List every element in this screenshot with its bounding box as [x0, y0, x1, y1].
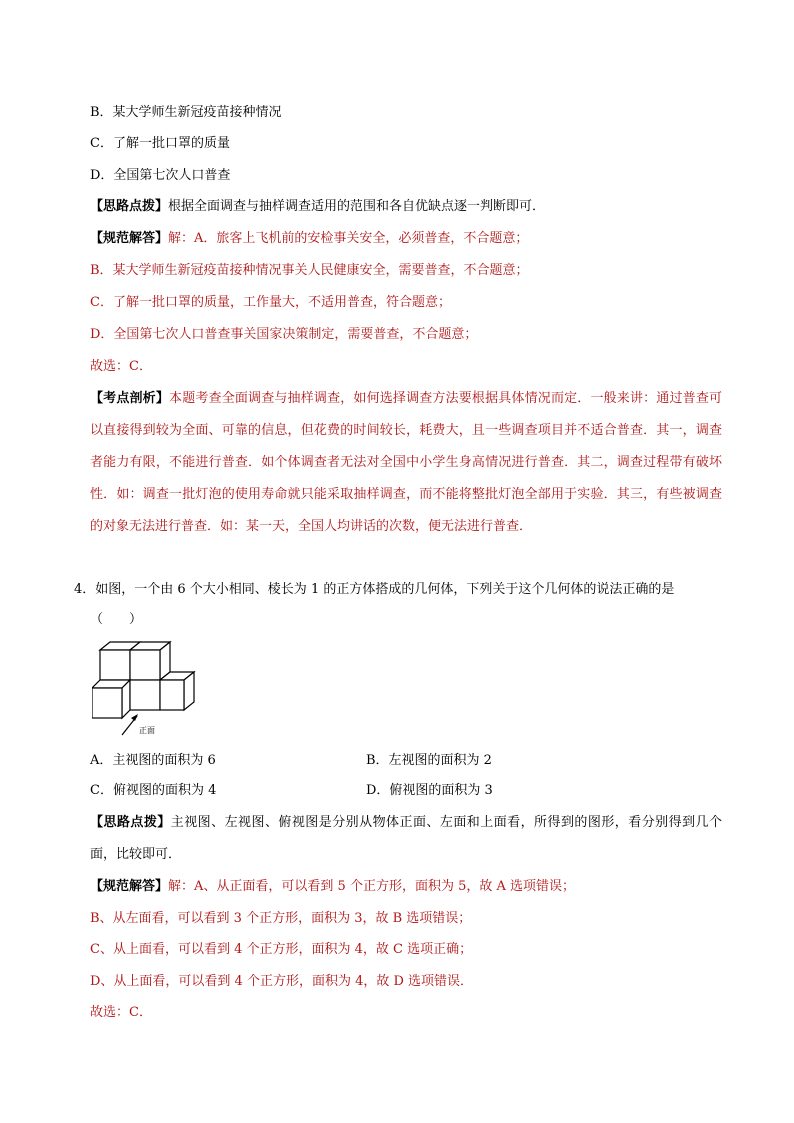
answer-prefix: 解： — [168, 879, 195, 894]
q4-choice: 故选：C． — [90, 1005, 152, 1020]
q4-answer-line1 — [90, 878, 575, 896]
q3-answer-line3: C．了解一批口罩的质量，工作量大，不适用普查，符合题意； — [90, 295, 451, 310]
hint-tag: 【思路点拨】 — [90, 815, 171, 830]
answer-text: A、从正面看，可以看到 5 个正方形，面积为 5，故 A 选项错误； — [194, 879, 576, 894]
cube-stack — [92, 642, 194, 718]
q3-choice: 故选：C． — [90, 359, 152, 374]
q4-answer-line4: D、从上面看，可以看到 4 个正方形，面积为 4，故 D 选项错误． — [90, 974, 474, 989]
q3-answer-line4: D．全国第七次人口普查事关国家决策制定，需要普查，不合题意； — [90, 327, 478, 342]
q3-option-d: D．全国第七次人口普查 — [90, 168, 231, 183]
front-arrow — [122, 714, 138, 735]
q3-option-b: B．某大学师生新冠疫苗接种情况 — [90, 105, 282, 120]
q3-hint — [90, 198, 545, 216]
q4-paren: （ ） — [90, 612, 143, 627]
q3-answer-line1 — [90, 230, 528, 248]
answer-text: A．旅客上飞机前的安检事关安全，必须普查，不合题意； — [194, 231, 529, 246]
q4-answer-line2: B、从左面看，可以看到 3 个正方形，面积为 3，故 B 选项错误； — [90, 911, 472, 926]
cube-figure — [92, 640, 202, 738]
q4-option-a: A．主视图的面积为 6 — [90, 753, 216, 768]
analysis-text: 本题考查全面调查与抽样调查，如何选择调查方法要根据具体情况而定．一般来讲：通过普查可以直接得到较为全面、可靠的信息，但花费的时间较长，耗费大，且一些调查项目并不适合普查．其一，调查者能力有限，不能进行普查．如个体调查者无法对全国中小学生身高情况进行普查．其二，调查过程带有破坏性．如：调查一批灯泡的使用寿命就只能采取抽样调查，而不能将整批灯泡全部用于实验．其三，有些被调查的对象无法进行普查．如：某一天，全国人均讲话的次数，便无法进行普查． — [90, 391, 722, 534]
q4-hint — [90, 807, 722, 871]
analysis-tag: 【考点剖析】 — [90, 391, 170, 406]
q4-option-d: D．俯视图的面积为 3 — [366, 783, 493, 798]
q3-answer-line2: B．某大学师生新冠疫苗接种情况事关人民健康安全，需要普查，不合题意； — [90, 263, 529, 278]
answer-tag: 【规范解答】 — [90, 879, 169, 894]
front-label: 正面 — [139, 726, 155, 735]
q3-analysis — [90, 383, 722, 543]
q3-option-c: C．了解一批口罩的质量 — [90, 136, 230, 151]
answer-tag: 【规范解答】 — [90, 231, 169, 246]
hint-tag: 【思路点拨】 — [90, 199, 169, 214]
answer-prefix: 解： — [168, 231, 195, 246]
q4-option-b: B．左视图的面积为 2 — [366, 753, 492, 768]
hint-text: 根据全面调查与抽样调查适用的范围和各自优缺点逐一判断即可． — [168, 199, 546, 214]
q4-stem: 4．如图，一个由 6 个大小相同、棱长为 1 的正方体搭成的几何体，下列关于这个几何体的说法正确的是 — [74, 582, 675, 597]
q4-option-c: C．俯视图的面积为 4 — [90, 783, 217, 798]
q4-answer-line3: C、从上面看，可以看到 4 个正方形，面积为 4，故 C 选项正确； — [90, 942, 473, 957]
hint-text: 主视图、左视图、俯视图是分别从物体正面、左面和上面看，所得到的图形，看分别得到几个面，比较即可． — [90, 815, 722, 862]
